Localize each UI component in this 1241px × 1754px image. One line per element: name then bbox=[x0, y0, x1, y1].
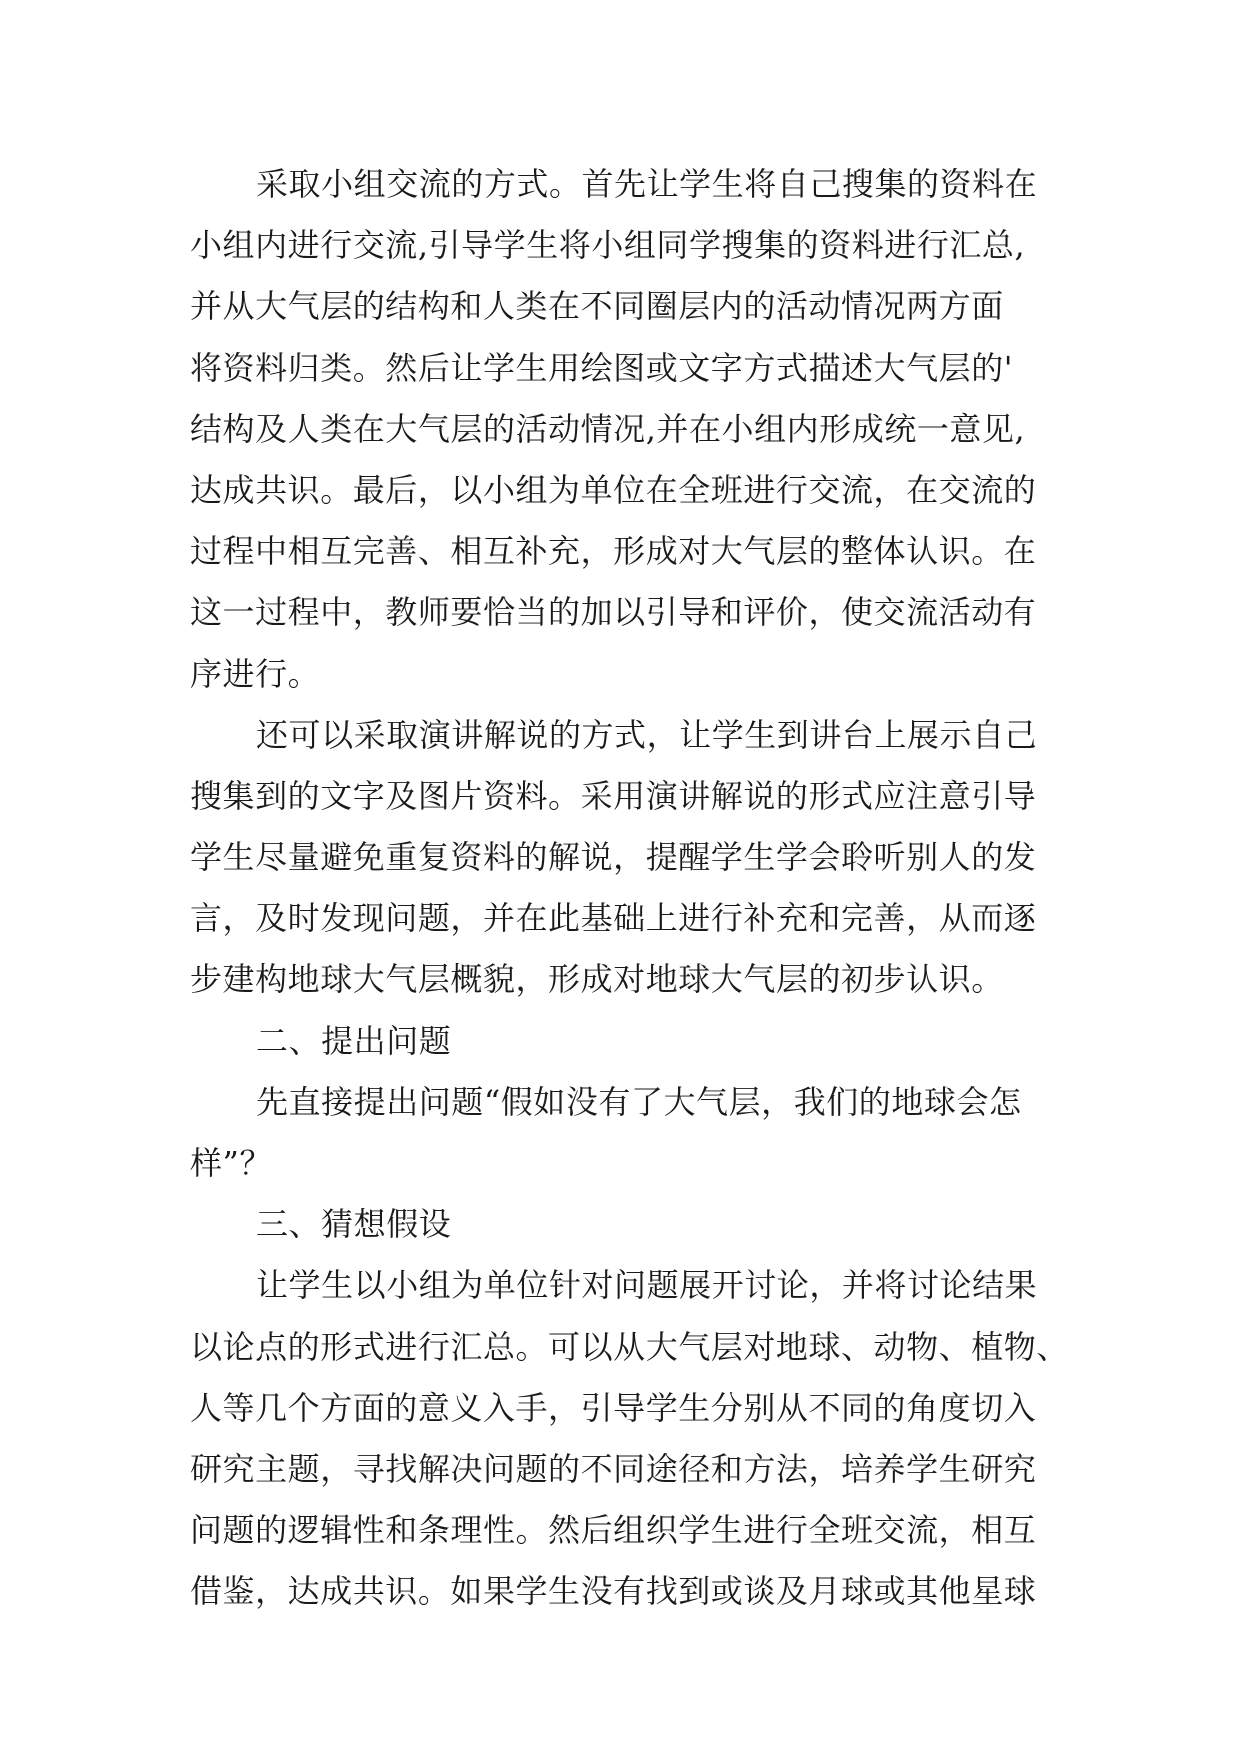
text-line: 言，及时发现问题，并在此基础上进行补充和完善，从而逐 bbox=[190, 899, 1037, 938]
text-line: 小组内进行交流,引导学生将小组同学搜集的资料进行汇总, bbox=[190, 226, 1026, 265]
text-line: 问题的逻辑性和条理性。然后组织学生进行全班交流，相互 bbox=[190, 1511, 1037, 1550]
text-line: 结构及人类在大气层的活动情况,并在小组内形成统一意见, bbox=[190, 409, 1026, 448]
text-line: 以论点的形式进行汇总。可以从大气层对地球、动物、植物、 bbox=[190, 1327, 1069, 1366]
text-line: 人等几个方面的意义入手，引导学生分别从不同的角度切入 bbox=[190, 1388, 1037, 1427]
text-line: 并从大气层的结构和人类在不同圈层内的活动情况两方面 bbox=[190, 287, 1004, 326]
text-line: 步建构地球大气层概貌，形成对地球大气层的初步认识。 bbox=[190, 960, 1004, 999]
text-line: 还可以采取演讲解说的方式，让学生到讲台上展示自己 bbox=[256, 715, 1038, 754]
text-line: 三、猜想假设 bbox=[256, 1205, 452, 1244]
text-line: 搜集到的文字及图片资料。采用演讲解说的形式应注意引导 bbox=[190, 776, 1037, 815]
document-body bbox=[190, 154, 1090, 1623]
text-line: 序进行。 bbox=[190, 654, 321, 693]
text-line: 学生尽量避免重复资料的解说，提醒学生学会聆听别人的发 bbox=[190, 838, 1037, 877]
text-line: 将资料归类。然后让学生用绘图或文字方式描述大气层的' bbox=[190, 348, 1014, 387]
text-line: 过程中相互完善、相互补充，形成对大气层的整体认识。在 bbox=[190, 532, 1037, 571]
text-line: 让学生以小组为单位针对问题展开讨论，并将讨论结果 bbox=[256, 1266, 1038, 1305]
text-line: 先直接提出问题“假如没有了大气层，我们的地球会怎 bbox=[256, 1082, 1022, 1121]
text-line: 二、提出问题 bbox=[256, 1021, 452, 1060]
text-line: 样”？ bbox=[190, 1144, 273, 1182]
text-line: 研究主题，寻找解决问题的不同途径和方法，培养学生研究 bbox=[190, 1449, 1037, 1488]
text-line: 采取小组交流的方式。首先让学生将自己搜集的资料在 bbox=[256, 165, 1038, 203]
text-line: 这一过程中，教师要恰当的加以引导和评价，使交流活动有 bbox=[190, 593, 1037, 632]
text-line: 借鉴，达成共识。如果学生没有找到或谈及月球或其他星球 bbox=[190, 1572, 1037, 1611]
text-line: 达成共识。最后，以小组为单位在全班进行交流，在交流的 bbox=[190, 470, 1037, 509]
